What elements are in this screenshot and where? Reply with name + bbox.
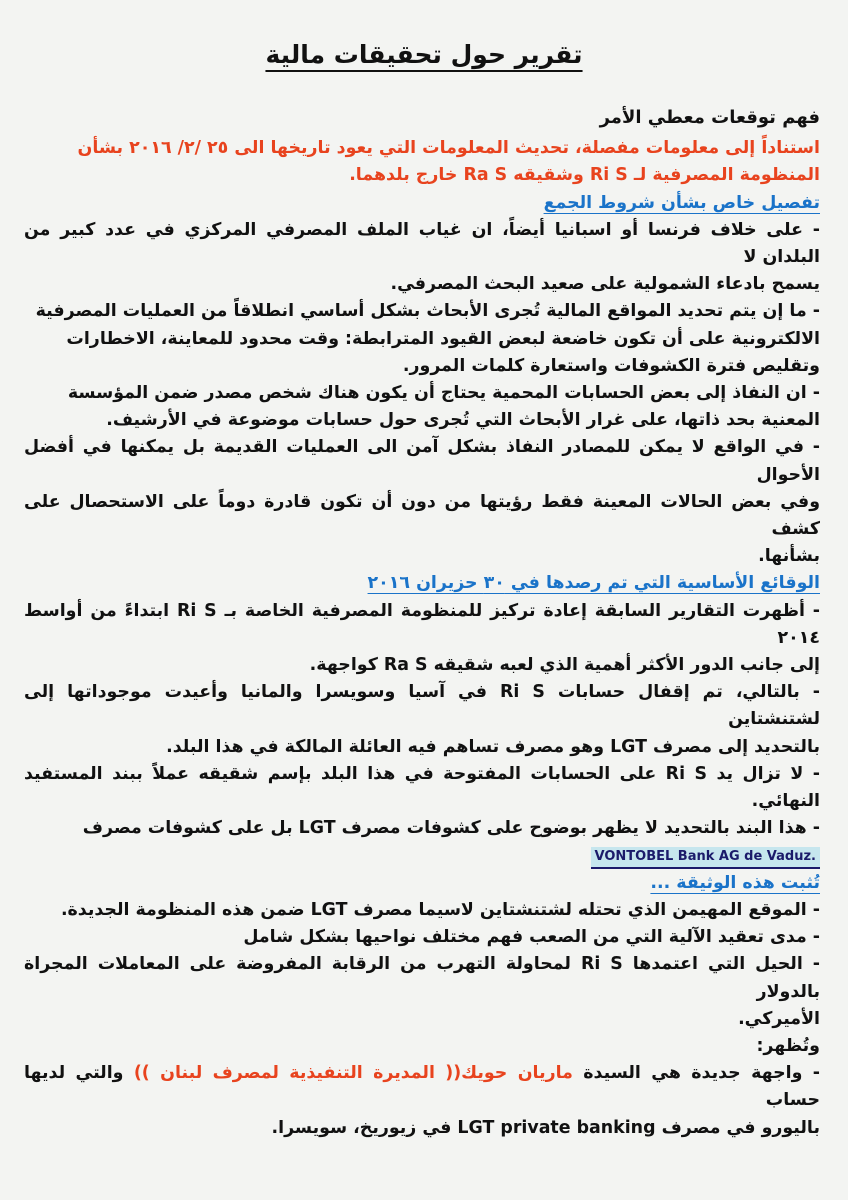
para-4-line-2: وفي بعض الحالات المعينة فقط رؤيتها من دون أن تكون قادرة دوماً على الاستحصال على كشف: [24, 491, 820, 540]
para-8-line-1: - هذا البند بالتحديد لا يظهر بوضوح على كشوفات مصرف LGT بل على كشوفات مصرف: [82, 818, 820, 839]
vontobel-bank-highlight: VONTOBEL Bank AG de Vaduz.: [591, 847, 820, 869]
document-title: تقرير حول تحقيقات مالية: [265, 40, 583, 69]
intro-line-1: استناداً إلى معلومات مفصلة، تحديث المعلومات التي يعود تاريخها الى ٢٥ /٢/ ٢٠١٦ بشأن: [77, 138, 820, 159]
subheading-collection-text: تفصيل خاص بشأن شروط الجمع: [543, 192, 820, 213]
para-3-line-2: المعنية بحد ذاتها، على غرار الأبحاث التي تُجرى حول حسابات موضوعة في الأرشيف.: [106, 410, 820, 431]
para-3-line-1: - ان النفاذ إلى بعض الحسابات المحمية يحتاج أن يكون هناك شخص مصدر ضمن المؤسسة: [67, 383, 820, 404]
intro-line-2: المنظومة المصرفية لـ Ri S وشقيقه Ra S خارج بلدهما.: [349, 165, 820, 186]
para-10-line-1: - مدى تعقيد الآلية التي من الصعب فهم مختلف نواحيها بشكل شامل: [243, 927, 820, 948]
subheading-document-text: تُثبت هذه الوثيقة ...: [650, 872, 820, 893]
para-4-line-1: - في الواقع لا يمكن للمصادر النفاذ بشكل آمن الى العمليات القديمة بل يمكنها في أفضل الأحوال: [24, 437, 820, 485]
para-2-line-3: وتقليص فترة الكشوفات واستعارة كلمات المرور.: [402, 355, 820, 376]
shows-label: وتُظهر:: [756, 1035, 820, 1056]
para-11-line-2: الأميركي.: [738, 1008, 820, 1029]
para-12-prefix: - واجهة جديدة هي السيدة: [572, 1063, 820, 1084]
para-1-line-2: يسمح بادعاء الشمولية على صعيد البحث المصرفي.: [390, 274, 820, 295]
subheading-document: [24, 870, 820, 897]
para-8-bank-line: [24, 842, 820, 869]
subheading-collection: [24, 190, 820, 217]
para-1-line-1: - على خلاف فرنسا أو اسبانيا أيضاً، ان غياب الملف المصرفي المركزي في عدد كبير من البلدان لا: [24, 219, 820, 268]
subheading-facts: [24, 570, 820, 597]
para-6-line-1: - بالتالي، تم إقفال حسابات Ri S في آسيا وسويسرا والمانيا وأعيدت موجوداتها إلى لشتنشتاين: [24, 682, 820, 730]
para-5-line-2: إلى جانب الدور الأكثر أهمية الذي لعبه شقيقه Ra S كواجهة.: [309, 655, 820, 676]
para-12-suffix: والتي لديها حساب: [24, 1063, 820, 1111]
para-6-line-2: بالتحديد إلى مصرف LGT وهو مصرف تساهم فيه العائلة المالكة في هذا البلد.: [166, 736, 820, 757]
para-12-line-1: [24, 1060, 820, 1114]
section-heading: فهم توقعات معطي الأمر: [599, 107, 820, 128]
para-11-line-1: - الحيل التي اعتمدها Ri S لمحاولة التهرب من الرقابة المفروضة على المعاملات المجراة بالدولار: [24, 954, 820, 1002]
para-5-line-1: - أظهرت التقارير السابقة إعادة تركيز للمنظومة المصرفية الخاصة بـ Ri S ابتداءً من أواسط ٢٠١٤: [24, 600, 821, 648]
para-4-line-3: بشأنها.: [758, 546, 820, 567]
para-12-name: ماريان حويك(( المديرة التنفيذية لمصرف لبنان )): [133, 1063, 573, 1084]
para-12-line-2: باليورو في مصرف LGT private banking في زيوريخ، سويسرا.: [271, 1117, 820, 1138]
para-2-line-2: الالكترونية على أن تكون خاضعة لبعض القيود المترابطة: وقت محدود للمعاينة، الاخطارات: [66, 328, 820, 349]
para-9-line-1: - الموقع المهيمن الذي تحتله لشتنشتاين لاسيما مصرف LGT ضمن هذه المنظومة الجديدة.: [60, 899, 820, 920]
subheading-facts-text: الوقائع الأساسية التي تم رصدها في ٣٠ حزيران ٢٠١٦: [367, 573, 820, 594]
document-body: [24, 104, 820, 1142]
para-2-line-1: - ما إن يتم تحديد المواقع المالية تُجرى الأبحاث بشكل أساسي انطلاقاً من العمليات المصرفية: [35, 301, 820, 322]
para-7-line-1: - لا تزال يد Ri S على الحسابات المفتوحة في هذا البلد بإسم شقيقه عملاً ببند المستفيد النهائي.: [24, 763, 820, 812]
